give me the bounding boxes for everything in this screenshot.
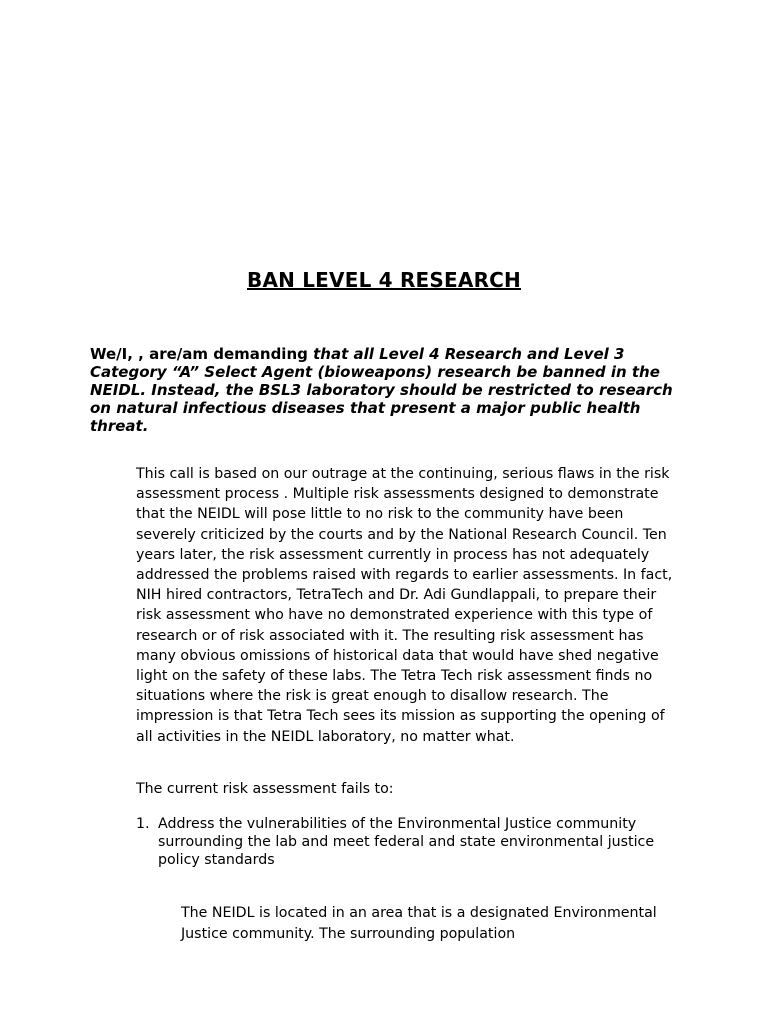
sub-paragraph: The NEIDL is located in an area that is a designated Environmental Justice community. The surrounding population [181, 905, 657, 942]
document-title: BAN LEVEL 4 RESEARCH [247, 268, 521, 292]
list-item-text: Address the vulnerabilities of the Environmental Justice community surrounding the lab and meet federal and state environmental justice policy standards [158, 816, 655, 868]
fail-list [136, 815, 681, 869]
list-item [136, 815, 681, 869]
fails-intro: The current risk assessment fails to: [136, 781, 394, 797]
demand-text: that all Level 4 Research and Level 3 Category “A” Select Agent (bioweapons) research be banned in the NEIDL. Instead, the BSL3 laboratory should be restricted to research on natural infectious diseases that present a major public health threat. [90, 345, 673, 435]
demand-lead: We/I, , are/am demanding [90, 345, 314, 363]
demand-statement [90, 345, 680, 435]
body-paragraph: This call is based on our outrage at the continuing, serious flaws in the risk assessment process . Multiple risk assessments designed to demonstrate that the NEIDL will pose little to no risk to the community have been severely criticized by the courts and by the National Research Council. Ten years later, the risk assessment currently in process has not adequately addressed the problems raised with regards to earlier assessments. In fact, NIH hired contractors, TetraTech and Dr. Adi Gundlappali, to prepare their risk assessment who have no demonstrated experience with this type of research or of risk associated with it. The resulting risk assessment has many obvious omissions of historical data that would have shed negative light on the safety of these labs. The Tetra Tech risk assessment finds no situations where the risk is great enough to disallow research. The impression is that Tetra Tech sees its mission as supporting the opening of all activities in the NEIDL laboratory, no matter what. [136, 466, 673, 745]
list-item-number: 1. [136, 816, 150, 832]
